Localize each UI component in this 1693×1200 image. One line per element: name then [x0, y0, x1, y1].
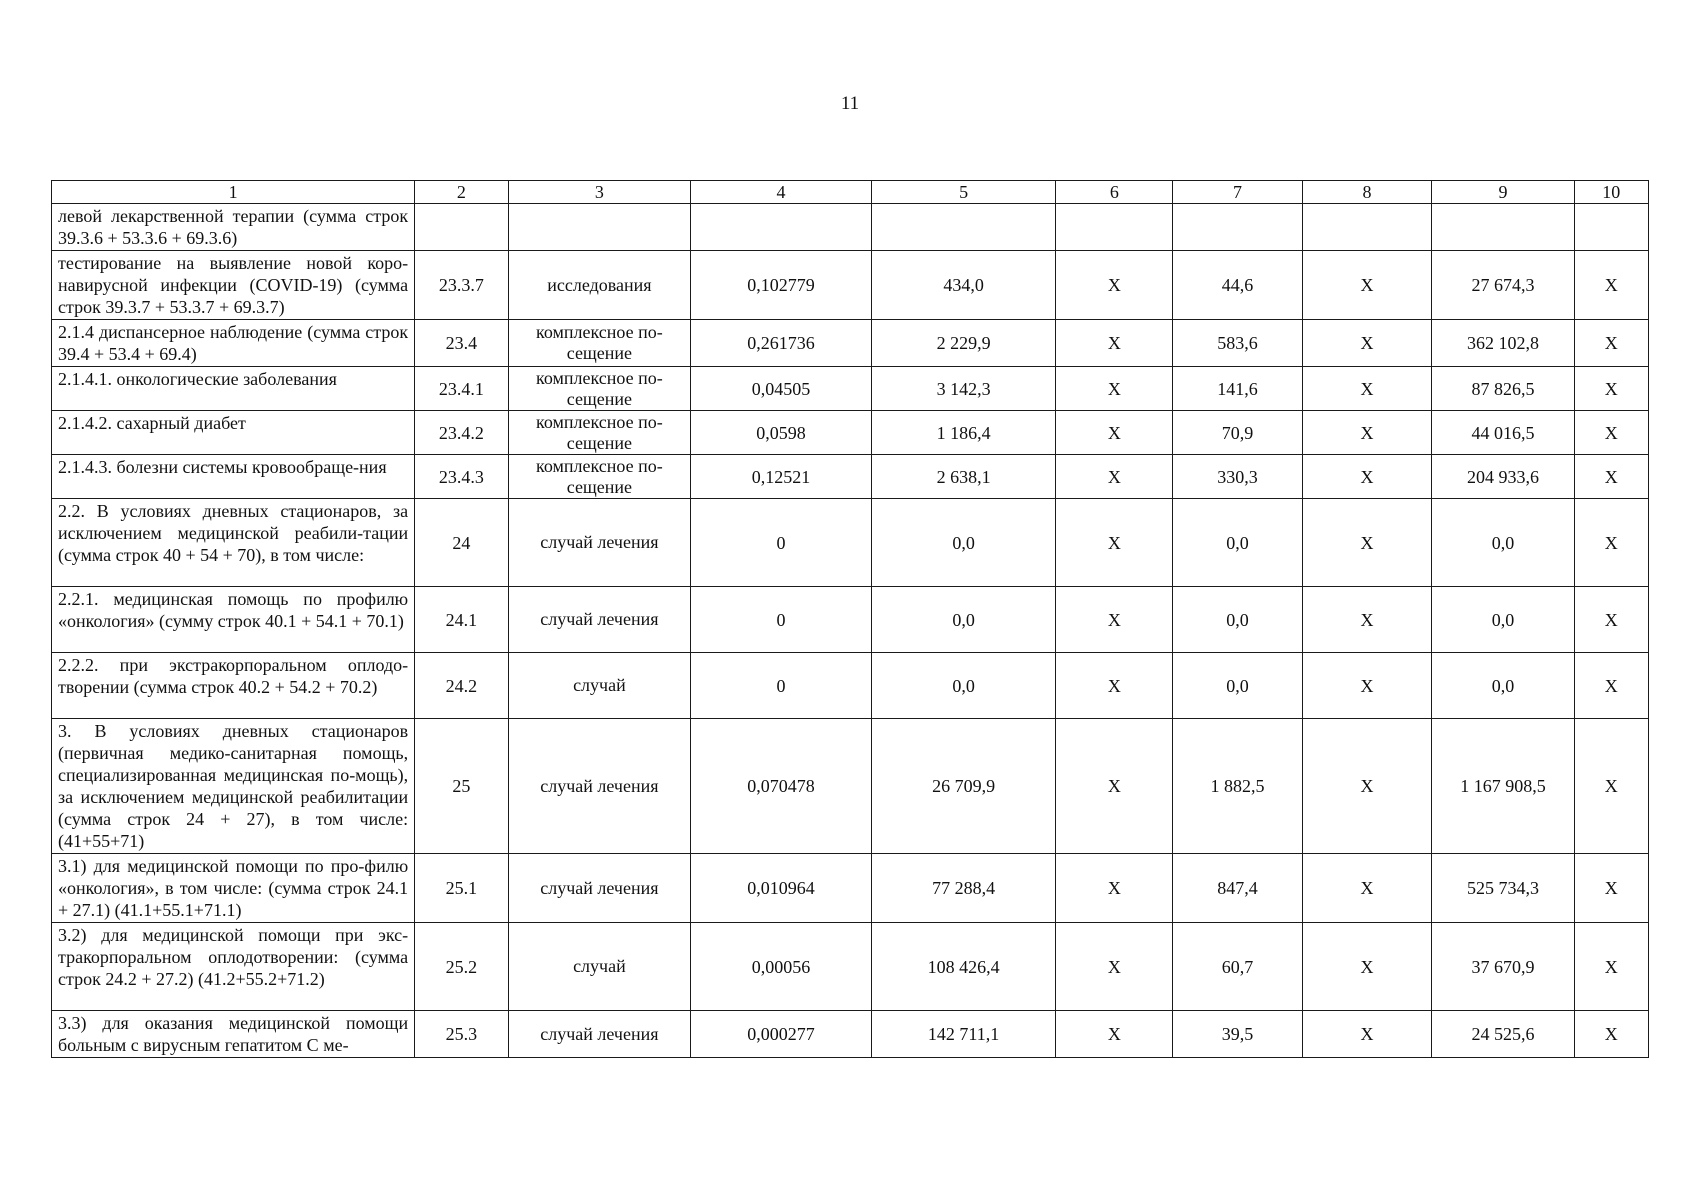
- value-cell-7: 70,9: [1173, 411, 1303, 455]
- value-cell-9: [1432, 204, 1574, 251]
- value-cell-8: X: [1302, 455, 1432, 499]
- value-cell-10: X: [1574, 1011, 1648, 1058]
- value-cell-4: 0,00056: [691, 923, 872, 1011]
- value-cell-8: X: [1302, 587, 1432, 653]
- value-cell-9: 87 826,5: [1432, 367, 1574, 411]
- column-header: 3: [508, 181, 691, 204]
- value-cell-6: X: [1056, 923, 1173, 1011]
- value-cell-7: 583,6: [1173, 320, 1303, 367]
- table-row: [52, 719, 1649, 854]
- value-cell-4: 0: [691, 653, 872, 719]
- value-cell-10: X: [1574, 251, 1648, 320]
- value-cell-10: X: [1574, 367, 1648, 411]
- value-cell-10: X: [1574, 719, 1648, 854]
- value-cell-4: 0,102779: [691, 251, 872, 320]
- table-row: [52, 455, 1649, 499]
- unit-cell: [508, 204, 691, 251]
- value-cell-7: [1173, 204, 1303, 251]
- row-name-cell: 3.1) для медицинской помощи по про-филю «онкология», в том числе: (сумма строк 24.1 + 27.1) (41.1+55.1+71.1): [52, 854, 415, 923]
- row-code-cell: 24: [415, 499, 508, 587]
- table-row: [52, 367, 1649, 411]
- value-cell-8: X: [1302, 367, 1432, 411]
- column-header: 2: [415, 181, 508, 204]
- value-cell-4: 0,010964: [691, 854, 872, 923]
- value-cell-8: X: [1302, 1011, 1432, 1058]
- value-cell-6: X: [1056, 653, 1173, 719]
- value-cell-4: 0,0598: [691, 411, 872, 455]
- unit-cell: случай лечения: [508, 719, 691, 854]
- value-cell-10: X: [1574, 854, 1648, 923]
- value-cell-10: X: [1574, 923, 1648, 1011]
- column-header: 5: [871, 181, 1056, 204]
- value-cell-6: X: [1056, 854, 1173, 923]
- value-cell-4: 0,000277: [691, 1011, 872, 1058]
- value-cell-9: 0,0: [1432, 499, 1574, 587]
- value-cell-5: 3 142,3: [871, 367, 1056, 411]
- unit-cell: комплексное по-сещение: [508, 320, 691, 367]
- row-name-cell: 2.2. В условиях дневных стационаров, за исключением медицинской реабили-тации (сумма строк 40 + 54 + 70), в том числе:: [52, 499, 415, 587]
- value-cell-10: X: [1574, 587, 1648, 653]
- row-code-cell: 23.4.2: [415, 411, 508, 455]
- row-name-cell: 2.1.4.1. онкологические заболевания: [52, 367, 415, 411]
- value-cell-4: 0: [691, 499, 872, 587]
- table-row: [52, 923, 1649, 1011]
- table-row: [52, 499, 1649, 587]
- value-cell-7: 39,5: [1173, 1011, 1303, 1058]
- table-row: [52, 204, 1649, 251]
- value-cell-9: 362 102,8: [1432, 320, 1574, 367]
- value-cell-7: 0,0: [1173, 653, 1303, 719]
- value-cell-8: X: [1302, 411, 1432, 455]
- page-number: 11: [840, 93, 860, 114]
- value-cell-8: [1302, 204, 1432, 251]
- table-row: [52, 411, 1649, 455]
- value-cell-7: 141,6: [1173, 367, 1303, 411]
- column-header: 10: [1574, 181, 1648, 204]
- value-cell-7: 330,3: [1173, 455, 1303, 499]
- unit-cell: комплексное по-сещение: [508, 411, 691, 455]
- header-row: [52, 181, 1649, 204]
- value-cell-5: 77 288,4: [871, 854, 1056, 923]
- value-cell-10: X: [1574, 411, 1648, 455]
- row-name-cell: 2.1.4.3. болезни системы кровообраще-ния: [52, 455, 415, 499]
- value-cell-8: X: [1302, 923, 1432, 1011]
- row-code-cell: 23.3.7: [415, 251, 508, 320]
- value-cell-4: 0: [691, 587, 872, 653]
- row-code-cell: 24.1: [415, 587, 508, 653]
- value-cell-8: X: [1302, 251, 1432, 320]
- value-cell-5: 0,0: [871, 653, 1056, 719]
- row-name-cell: 2.2.2. при экстракорпоральном оплодо-творении (сумма строк 40.2 + 54.2 + 70.2): [52, 653, 415, 719]
- value-cell-4: 0,070478: [691, 719, 872, 854]
- value-cell-10: [1574, 204, 1648, 251]
- unit-cell: случай лечения: [508, 854, 691, 923]
- value-cell-10: X: [1574, 455, 1648, 499]
- value-cell-5: 434,0: [871, 251, 1056, 320]
- value-cell-9: 44 016,5: [1432, 411, 1574, 455]
- row-code-cell: 25.3: [415, 1011, 508, 1058]
- value-cell-8: X: [1302, 499, 1432, 587]
- value-cell-5: [871, 204, 1056, 251]
- row-code-cell: 25: [415, 719, 508, 854]
- value-cell-9: 27 674,3: [1432, 251, 1574, 320]
- value-cell-9: 24 525,6: [1432, 1011, 1574, 1058]
- value-cell-5: 108 426,4: [871, 923, 1056, 1011]
- unit-cell: случай: [508, 653, 691, 719]
- value-cell-6: X: [1056, 719, 1173, 854]
- column-header: 4: [691, 181, 872, 204]
- data-table: [51, 180, 1649, 1058]
- value-cell-10: X: [1574, 320, 1648, 367]
- unit-cell: комплексное по-сещение: [508, 367, 691, 411]
- value-cell-9: 1 167 908,5: [1432, 719, 1574, 854]
- table-row: [52, 854, 1649, 923]
- row-code-cell: 25.1: [415, 854, 508, 923]
- value-cell-5: 2 638,1: [871, 455, 1056, 499]
- row-code-cell: [415, 204, 508, 251]
- value-cell-9: 525 734,3: [1432, 854, 1574, 923]
- value-cell-6: X: [1056, 587, 1173, 653]
- table-row: [52, 320, 1649, 367]
- value-cell-5: 26 709,9: [871, 719, 1056, 854]
- value-cell-6: X: [1056, 455, 1173, 499]
- value-cell-6: X: [1056, 320, 1173, 367]
- value-cell-7: 44,6: [1173, 251, 1303, 320]
- value-cell-8: X: [1302, 320, 1432, 367]
- row-name-cell: тестирование на выявление новой коро-навирусной инфекции (COVID-19) (сумма строк 39.3.7 + 53.3.7 + 69.3.7): [52, 251, 415, 320]
- value-cell-7: 60,7: [1173, 923, 1303, 1011]
- value-cell-5: 0,0: [871, 587, 1056, 653]
- row-code-cell: 23.4.1: [415, 367, 508, 411]
- value-cell-5: 1 186,4: [871, 411, 1056, 455]
- value-cell-6: X: [1056, 367, 1173, 411]
- row-name-cell: левой лекарственной терапии (сумма строк 39.3.6 + 53.3.6 + 69.3.6): [52, 204, 415, 251]
- value-cell-9: 0,0: [1432, 587, 1574, 653]
- value-cell-4: 0,12521: [691, 455, 872, 499]
- row-code-cell: 24.2: [415, 653, 508, 719]
- table-row: [52, 1011, 1649, 1058]
- value-cell-6: [1056, 204, 1173, 251]
- column-header: 9: [1432, 181, 1574, 204]
- row-code-cell: 23.4: [415, 320, 508, 367]
- unit-cell: случай лечения: [508, 1011, 691, 1058]
- value-cell-9: 0,0: [1432, 653, 1574, 719]
- value-cell-6: X: [1056, 499, 1173, 587]
- value-cell-7: 0,0: [1173, 499, 1303, 587]
- value-cell-4: 0,261736: [691, 320, 872, 367]
- table-row: [52, 653, 1649, 719]
- value-cell-6: X: [1056, 411, 1173, 455]
- value-cell-8: X: [1302, 854, 1432, 923]
- row-name-cell: 2.2.1. медицинская помощь по профилю «онкология» (сумму строк 40.1 + 54.1 + 70.1): [52, 587, 415, 653]
- row-name-cell: 2.1.4 диспансерное наблюдение (сумма строк 39.4 + 53.4 + 69.4): [52, 320, 415, 367]
- column-header: 7: [1173, 181, 1303, 204]
- value-cell-4: 0,04505: [691, 367, 872, 411]
- column-header: 1: [52, 181, 415, 204]
- column-header: 8: [1302, 181, 1432, 204]
- value-cell-10: X: [1574, 653, 1648, 719]
- value-cell-4: [691, 204, 872, 251]
- unit-cell: исследования: [508, 251, 691, 320]
- table-row: [52, 587, 1649, 653]
- row-name-cell: 3.2) для медицинской помощи при экс-тракорпоральном оплодотворении: (сумма строк 24.2 + 27.2) (41.2+55.2+71.2): [52, 923, 415, 1011]
- value-cell-5: 0,0: [871, 499, 1056, 587]
- value-cell-7: 1 882,5: [1173, 719, 1303, 854]
- row-code-cell: 25.2: [415, 923, 508, 1011]
- value-cell-8: X: [1302, 653, 1432, 719]
- table-row: [52, 251, 1649, 320]
- unit-cell: случай лечения: [508, 499, 691, 587]
- value-cell-5: 2 229,9: [871, 320, 1056, 367]
- row-name-cell: 3.3) для оказания медицинской помощи больным с вирусным гепатитом С ме-: [52, 1011, 415, 1058]
- value-cell-9: 37 670,9: [1432, 923, 1574, 1011]
- value-cell-7: 847,4: [1173, 854, 1303, 923]
- column-header: 6: [1056, 181, 1173, 204]
- value-cell-10: X: [1574, 499, 1648, 587]
- value-cell-9: 204 933,6: [1432, 455, 1574, 499]
- value-cell-6: X: [1056, 251, 1173, 320]
- row-name-cell: 2.1.4.2. сахарный диабет: [52, 411, 415, 455]
- unit-cell: случай лечения: [508, 587, 691, 653]
- value-cell-6: X: [1056, 1011, 1173, 1058]
- value-cell-7: 0,0: [1173, 587, 1303, 653]
- unit-cell: комплексное по-сещение: [508, 455, 691, 499]
- row-name-cell: 3. В условиях дневных стационаров (первичная медико-санитарная помощь, специализированная медицинская по-мощь), за исключением медицинской реабилитации (сумма строк 24 + 27), в том числе: (41+55+71): [52, 719, 415, 854]
- row-code-cell: 23.4.3: [415, 455, 508, 499]
- value-cell-5: 142 711,1: [871, 1011, 1056, 1058]
- unit-cell: случай: [508, 923, 691, 1011]
- value-cell-8: X: [1302, 719, 1432, 854]
